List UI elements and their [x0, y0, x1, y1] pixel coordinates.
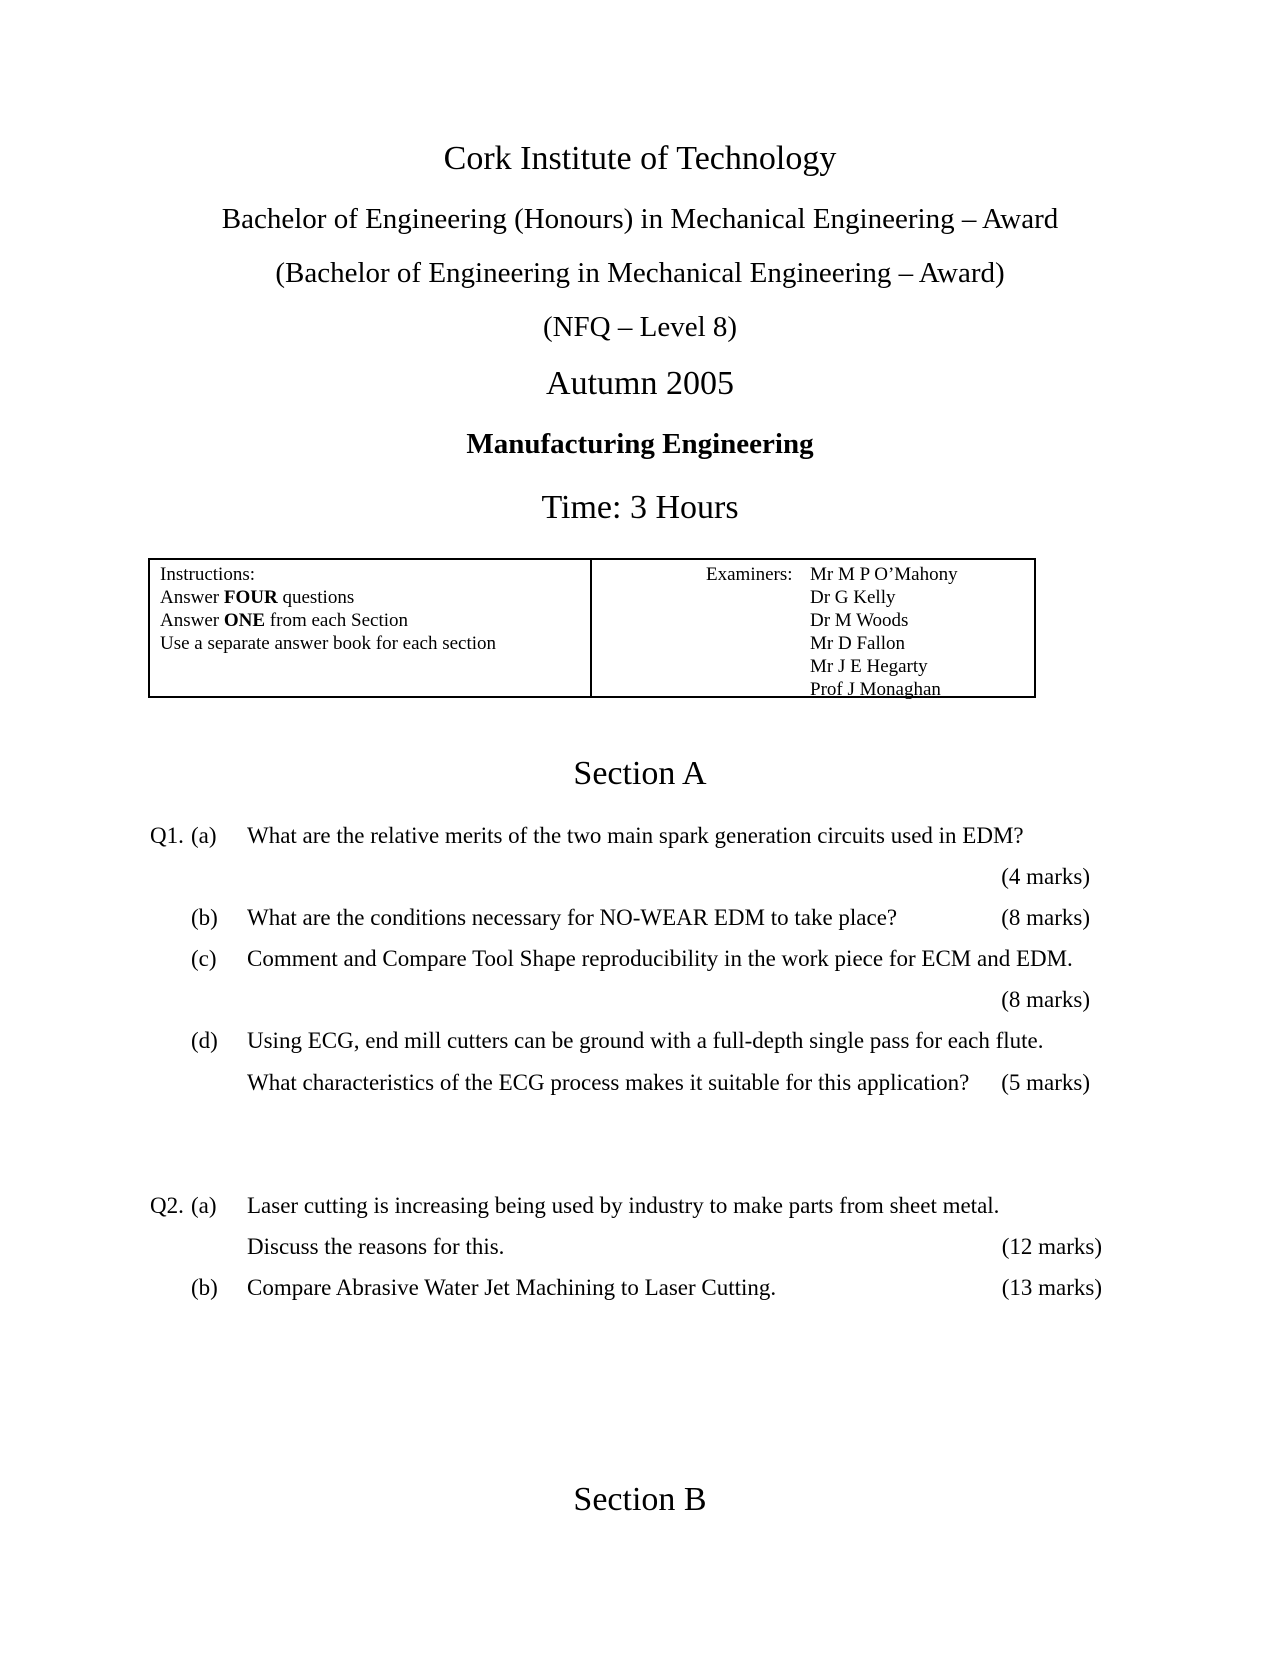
institution-title: Cork Institute of Technology	[443, 140, 837, 177]
exam-duration: Time: 3 Hours	[541, 489, 739, 526]
examiner-name: Dr M Woods	[810, 610, 909, 631]
q1-part-c-text: Comment and Compare Tool Shape reproducibility in the work piece for ECM and EDM.	[247, 946, 1073, 971]
instructions-title: Instructions:	[160, 564, 255, 585]
q2-part-a-marks: (12 marks)	[1001, 1234, 1102, 1259]
examiner-name: Prof J Monaghan	[810, 679, 941, 700]
q2-part-a-label: (a)	[191, 1193, 217, 1218]
subject-title: Manufacturing Engineering	[466, 428, 814, 460]
q1-part-d-label: (d)	[191, 1028, 218, 1053]
examiners-label: Examiners:	[706, 564, 793, 585]
instructions-box	[148, 558, 1036, 698]
examiners-panel	[592, 560, 1034, 700]
exam-session: Autumn 2005	[546, 365, 734, 402]
q2-part-a-text-1: Laser cutting is increasing being used by industry to make parts from sheet metal.	[247, 1193, 1000, 1218]
nfq-level: (NFQ – Level 8)	[542, 311, 738, 343]
q1-part-b-marks: (8 marks)	[1001, 905, 1090, 930]
q2-part-a-text-2: Discuss the reasons for this.	[247, 1234, 505, 1259]
question-1-label: Q1.	[150, 823, 184, 848]
q1-part-c-label: (c)	[191, 946, 217, 971]
q2-part-b-label: (b)	[191, 1275, 218, 1300]
q1-part-a-text: What are the relative merits of the two main spark generation circuits used in EDM?	[247, 823, 1024, 848]
q2-part-b-marks: (13 marks)	[1001, 1275, 1102, 1300]
section-a-title: Section A	[573, 755, 707, 792]
programme-title: Bachelor of Engineering (Honours) in Mechanical Engineering – Award	[221, 203, 1059, 235]
q1-part-a-label: (a)	[191, 823, 217, 848]
instructions-panel	[150, 560, 592, 696]
section-b-title: Section B	[573, 1481, 707, 1518]
programme-alt-title: (Bachelor of Engineering in Mechanical Engineering – Award)	[275, 257, 1005, 289]
q2-part-b-text: Compare Abrasive Water Jet Machining to Laser Cutting.	[247, 1275, 777, 1300]
instruction-line-2: Answer ONE from each Section	[160, 610, 409, 631]
q1-part-d-marks: (5 marks)	[1001, 1070, 1090, 1095]
examiners-list	[810, 563, 958, 701]
examiner-name: Dr G Kelly	[810, 587, 896, 608]
examiner-name: Mr J E Hegarty	[810, 656, 928, 677]
q1-part-d-text-2: What characteristics of the ECG process makes it suitable for this application?	[247, 1070, 970, 1095]
q1-part-d-text-1: Using ECG, end mill cutters can be ground with a full-depth single pass for each flute.	[247, 1028, 1044, 1053]
q1-part-b-label: (b)	[191, 905, 218, 930]
question-2-label: Q2.	[150, 1193, 184, 1218]
q1-part-a-marks: (4 marks)	[1001, 864, 1090, 889]
examiner-name: Mr D Fallon	[810, 633, 905, 654]
q1-part-b-text: What are the conditions necessary for NO-WEAR EDM to take place?	[247, 905, 898, 930]
q1-part-c-marks: (8 marks)	[1001, 987, 1090, 1012]
instruction-line-1: Answer FOUR questions	[160, 587, 355, 608]
examiner-name: Mr M P O’Mahony	[810, 564, 958, 585]
instruction-line-3: Use a separate answer book for each section	[160, 633, 497, 654]
